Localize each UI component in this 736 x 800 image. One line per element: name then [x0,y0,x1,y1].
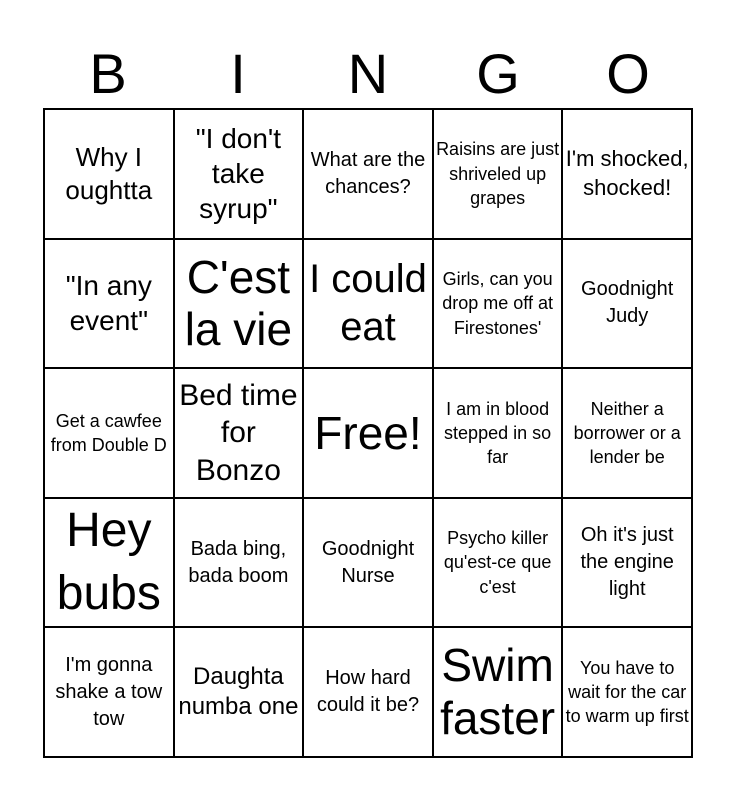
free-space: Free! [303,368,433,498]
bingo-cell: Why I oughtta [44,109,174,239]
header-letter-o: O [606,42,650,105]
bingo-cell: Goodnight Nurse [303,498,433,628]
bingo-cell: Oh it's just the engine light [562,498,692,628]
bingo-cell: I could eat [303,239,433,369]
bingo-cell: I'm gonna shake a tow tow [44,627,174,757]
bingo-cell: C'est la vie [174,239,304,369]
header-letter-i: I [230,42,246,105]
header-letter-n: N [347,42,389,105]
bingo-cell: Hey bubs [44,498,174,628]
bingo-cell: How hard could it be? [303,627,433,757]
header-letter-g: G [476,42,520,105]
bingo-cell: "I don't take syrup" [174,109,304,239]
bingo-cell: Goodnight Judy [562,239,692,369]
bingo-cell: What are the chances? [303,109,433,239]
header-letter-b: B [89,42,127,105]
bingo-cell: Girls, can you drop me off at Firestones' [433,239,563,369]
bingo-cell: Raisins are just shriveled up grapes [433,109,563,239]
bingo-cell: "In any event" [44,239,174,369]
bingo-header [43,40,693,108]
bingo-card-grid [43,108,693,758]
bingo-cell: Psycho killer qu'est-ce que c'est [433,498,563,628]
bingo-cell: You have to wait for the car to warm up first [562,627,692,757]
bingo-cell: Daughta numba one [174,627,304,757]
bingo-cell: Swim faster [433,627,563,757]
bingo-cell: I'm shocked, shocked! [562,109,692,239]
bingo-cell: Get a cawfee from Double D [44,368,174,498]
bingo-cell: Bada bing, bada boom [174,498,304,628]
bingo-cell: Bed time for Bonzo [174,368,304,498]
bingo-cell: I am in blood stepped in so far [433,368,563,498]
bingo-cell: Neither a borrower or a lender be [562,368,692,498]
